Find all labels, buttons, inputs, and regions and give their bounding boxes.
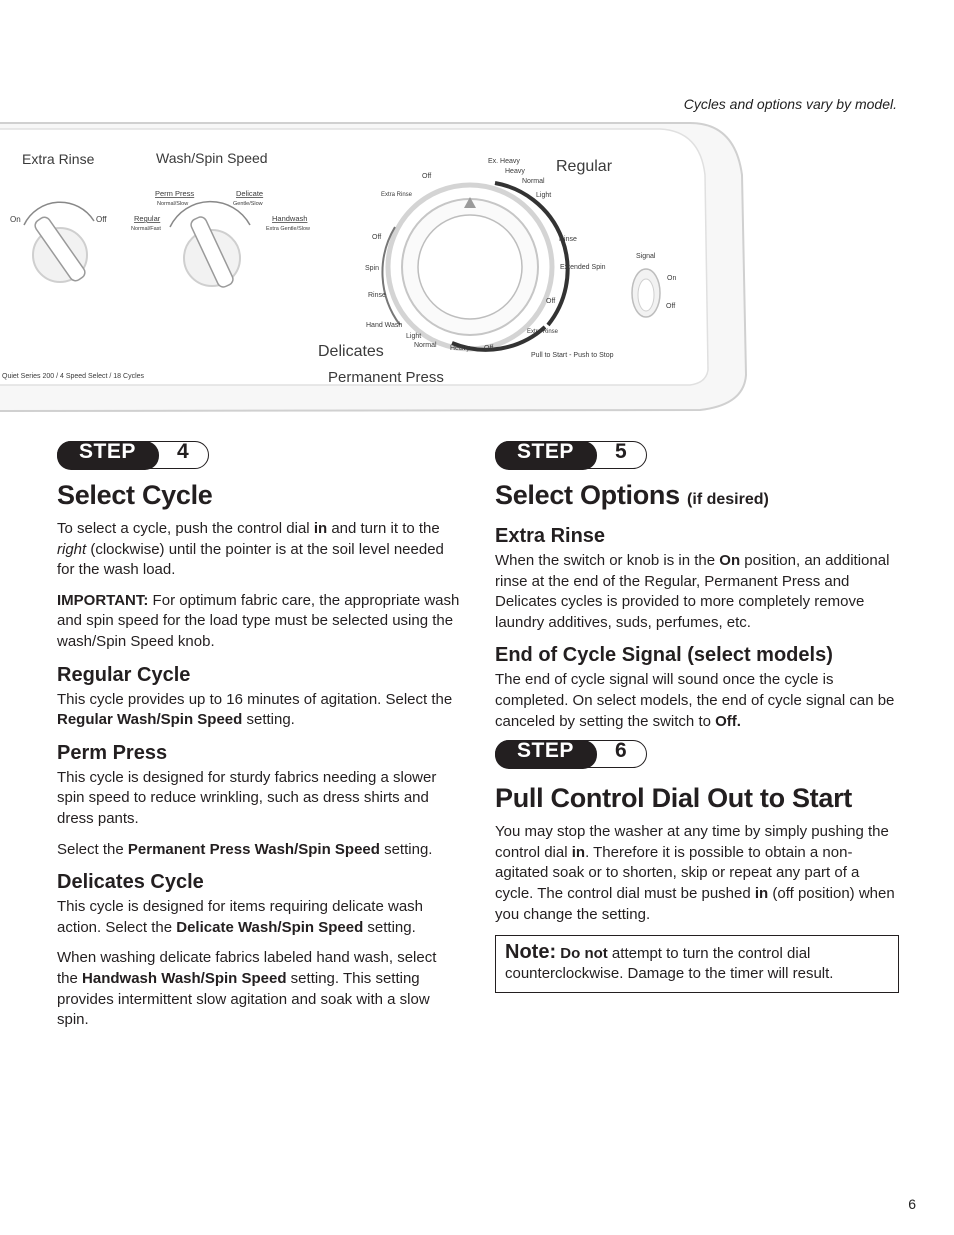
models-note: Cycles and options vary by model. — [683, 96, 897, 112]
speed-delicate-sub: Gentle/Slow — [233, 201, 263, 207]
speed-delicate: Delicate — [236, 189, 264, 198]
control-panel-illustration — [0, 115, 760, 415]
perm-press-text: This cycle is designed for sturdy fabrics needing a slower spin speed to reduce wrinkling, such as dress shirts and dress pants. — [57, 768, 437, 827]
speed-handwash-sub: Extra Gentle/Slow — [266, 226, 311, 232]
dial-hand-wash: Hand Wash — [366, 322, 403, 329]
dial-light-top: Light — [536, 192, 552, 199]
dial-off-left: Off — [372, 234, 382, 241]
speed-regular: Regular — [134, 214, 161, 223]
delicates-text: This cycle is designed for items requiring delicate wash action. Select the Delicate Wash/Spin Speed setting. — [57, 898, 423, 936]
delicates-heading: Delicates Cycle — [57, 871, 204, 894]
step4-important: IMPORTANT: For optimum fabric care, the appropriate wash and spin speed for the load type must be selected using the wash/Spin Speed knob. — [57, 591, 460, 650]
step4-badge — [57, 441, 209, 469]
dial-ex-heavy: Ex. Heavy — [488, 158, 520, 165]
panel-extra-rinse-label: Extra Rinse — [22, 151, 95, 167]
note-bold: Do not — [560, 945, 608, 963]
step5-title: Select Options (if desired) — [495, 480, 769, 510]
step5-number: 5 — [615, 440, 627, 463]
speed-perm-press: Perm Press — [155, 189, 195, 198]
step6-word: STEP — [517, 739, 574, 763]
step5-word: STEP — [517, 440, 574, 463]
dial-extra-rinse-right: Extra Rinse — [527, 329, 559, 335]
step4-word: STEP — [79, 440, 136, 463]
extra-rinse-heading: Extra Rinse — [495, 525, 606, 547]
panel-permanent-press-title: Permanent Press — [328, 369, 444, 386]
step6-title: Pull Control Dial Out to Start — [495, 783, 852, 814]
speed-handwash: Handwash — [272, 214, 308, 223]
dial-off-right: Off — [546, 298, 556, 305]
dial-off-top: Off — [422, 173, 432, 180]
page-number: 6 — [908, 1196, 916, 1212]
handwash-text: When washing delicate fabrics labeled hand wash, select the Handwash Wash/Spin Speed setting. This setting provides intermittent slow agitation and soak with a slow spin. — [57, 949, 437, 1029]
dial-normal-left: Normal — [414, 342, 437, 349]
perm-press-select: Select the Permanent Press Wash/Spin Speed setting. — [57, 840, 433, 858]
regular-cycle-heading: Regular Cycle — [57, 663, 191, 686]
step6-badge — [495, 740, 647, 768]
perm-press-heading: Perm Press — [57, 741, 168, 764]
signal-off: Off — [666, 303, 676, 310]
extra-rinse-off: Off — [96, 215, 107, 224]
step5-6-column — [495, 441, 899, 993]
note-box — [495, 935, 899, 993]
note-label: Note: — [505, 941, 557, 964]
extra-rinse-text: When the switch or knob is in the On position, an additional rinse at the end of the Regular, Permanent Press and Delicates cycles is provided to more completely remove laundry additives, suds, perfumes, etc. — [495, 552, 890, 631]
speed-regular-sub: Normal/Fast — [131, 226, 161, 232]
step4-number: 4 — [177, 440, 189, 463]
dial-light-left: Light — [406, 333, 422, 340]
dial-rinse-right: Rinse — [559, 236, 577, 243]
dial-rinse-left: Rinse — [368, 292, 386, 299]
note-text: attempt to turn the control dial counterclockwise. Damage to the timer will result. — [505, 945, 834, 983]
dial-off-bottom: Off — [484, 345, 494, 352]
pull-to-start-label: Pull to Start - Push to Stop — [531, 352, 614, 359]
dial-spin: Spin — [365, 265, 380, 272]
step4-intro: To select a cycle, push the control dial in and turn it to the right (clockwise) until the pointer is at the soil level needed for the wash load. — [57, 520, 444, 579]
step6-number: 6 — [615, 739, 627, 763]
series-label: Quiet Series 200 / 4 Speed Select / 18 Cycles — [2, 373, 145, 380]
step4-title: Select Cycle — [57, 480, 213, 510]
step5-badge — [495, 441, 647, 469]
signal-switch[interactable] — [632, 269, 660, 317]
panel-wash-spin-label: Wash/Spin Speed — [156, 150, 268, 166]
signal-heading: End of Cycle Signal (select models) — [495, 644, 833, 667]
step6-text: You may stop the washer at any time by simply pushing the control dial in. Therefore it is possible to obtain a non-agitated soak or to shorten, skip or repeat any part of a cycle. The control dial must be pushed in (off position) when you change the setting. — [495, 823, 895, 923]
dial-extended-spin: Extended Spin — [560, 264, 606, 271]
dial-normal-top: Normal — [522, 178, 545, 185]
dial-extra-rinse-left: Extra Rinse — [381, 192, 413, 198]
signal-on: On — [667, 275, 677, 282]
regular-cycle-text: This cycle provides up to 16 minutes of agitation. Select the Regular Wash/Spin Speed setting. — [57, 690, 453, 729]
speed-perm-press-sub: Normal/Slow — [157, 201, 189, 207]
extra-rinse-on: On — [10, 215, 21, 224]
dial-heavy-left: Heavy — [450, 345, 470, 352]
dial-heavy-top: Heavy — [505, 168, 525, 175]
signal-label: Signal — [636, 253, 656, 260]
step4-column — [57, 441, 461, 1041]
signal-text: The end of cycle signal will sound once the cycle is completed. On select models, the end of cycle signal can be canceled by setting the switch to Off. — [495, 671, 895, 730]
panel-regular-title: Regular — [556, 158, 613, 175]
panel-delicates-title: Delicates — [318, 343, 384, 360]
